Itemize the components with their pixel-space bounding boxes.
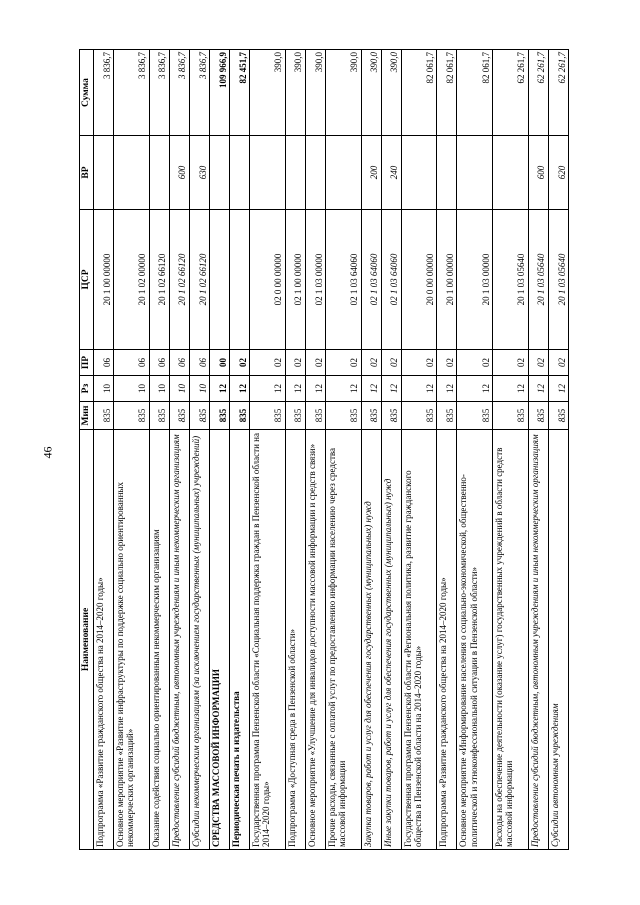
header-sum: Сумма	[80, 50, 94, 136]
header-pr: ПР	[80, 350, 94, 376]
cell-sum: 82 061,7	[401, 50, 437, 136]
cell-vr: 630	[189, 136, 209, 210]
header-vr: ВР	[80, 136, 94, 210]
cell-vr	[229, 136, 249, 210]
cell-pr: 02	[285, 350, 305, 376]
cell-vr: 600	[528, 136, 548, 210]
table-row	[528, 50, 548, 850]
table-row	[548, 50, 568, 850]
cell-sum: 390,0	[381, 50, 401, 136]
cell-rz: 12	[250, 376, 286, 402]
cell-csr: 20 1 02 00000	[114, 210, 150, 350]
cell-min: 835	[548, 402, 568, 430]
cell-name: Прочие расходы, связанные с оплатой услуг по предоставлению информации населению через средства массовой информации	[325, 430, 361, 850]
table-row	[401, 50, 437, 850]
cell-name: Закупка товаров, работ и услуг для обеспечения государственных (муниципальных) нужд	[361, 430, 381, 850]
cell-name: Расходы на обеспечение деятельности (оказание услуг) государственных учреждений в области средств массовой информации	[493, 430, 529, 850]
cell-rz: 12	[437, 376, 457, 402]
cell-rz: 12	[457, 376, 493, 402]
cell-csr: 02 0 00 00000	[250, 210, 286, 350]
cell-sum: 3 836,7	[114, 50, 150, 136]
cell-name: Государственная программа Пензенской области «Региональная политика, развитие гражданского общества в Пензенской области на 2014–2020 годы»	[401, 430, 437, 850]
cell-csr: 02 1 03 64060	[361, 210, 381, 350]
cell-pr: 06	[114, 350, 150, 376]
cell-rz: 12	[548, 376, 568, 402]
table-row	[250, 50, 286, 850]
cell-rz: 10	[93, 376, 113, 402]
cell-rz: 10	[189, 376, 209, 402]
table-row	[305, 50, 325, 850]
cell-min: 835	[189, 402, 209, 430]
header-name: Наименование	[80, 430, 94, 850]
cell-sum: 3 836,7	[93, 50, 113, 136]
cell-pr: 02	[457, 350, 493, 376]
cell-pr: 02	[361, 350, 381, 376]
cell-csr: 20 1 02 66120	[169, 210, 189, 350]
table-header-row	[80, 50, 94, 850]
header-min: Мин	[80, 402, 94, 430]
cell-name: Предоставление субсидий бюджетным, автономным учреждениям и иным некоммерческим организациям	[528, 430, 548, 850]
table-row	[114, 50, 150, 850]
cell-rz: 12	[209, 376, 229, 402]
cell-sum: 62 261,7	[528, 50, 548, 136]
cell-csr: 20 1 03 05640	[493, 210, 529, 350]
cell-sum: 3 836,7	[149, 50, 169, 136]
cell-pr: 00	[209, 350, 229, 376]
cell-csr: 20 1 00 00000	[93, 210, 113, 350]
cell-sum: 390,0	[305, 50, 325, 136]
cell-pr: 02	[325, 350, 361, 376]
cell-min: 835	[361, 402, 381, 430]
cell-pr: 02	[528, 350, 548, 376]
cell-min: 835	[149, 402, 169, 430]
cell-csr: 02 1 03 64060	[325, 210, 361, 350]
cell-name: Основное мероприятие «Информирование населения о социально-экономической, общественно-политической и этноконфессиональной ситуации в Пензенской области»	[457, 430, 493, 850]
cell-pr: 02	[437, 350, 457, 376]
cell-vr	[401, 136, 437, 210]
cell-sum: 82 451,7	[229, 50, 249, 136]
header-rz: Рз	[80, 376, 94, 402]
cell-rz: 12	[361, 376, 381, 402]
cell-csr	[229, 210, 249, 350]
cell-pr: 02	[305, 350, 325, 376]
cell-vr	[305, 136, 325, 210]
table-row	[437, 50, 457, 850]
cell-sum: 390,0	[285, 50, 305, 136]
cell-sum: 62 261,7	[548, 50, 568, 136]
cell-csr	[209, 210, 229, 350]
table-row	[493, 50, 529, 850]
cell-min: 835	[229, 402, 249, 430]
cell-vr	[437, 136, 457, 210]
cell-csr: 20 1 03 05640	[528, 210, 548, 350]
cell-min: 835	[209, 402, 229, 430]
cell-vr: 600	[169, 136, 189, 210]
header-csr: ЦСР	[80, 210, 94, 350]
cell-min: 835	[401, 402, 437, 430]
cell-min: 835	[457, 402, 493, 430]
cell-rz: 12	[381, 376, 401, 402]
cell-sum: 62 261,7	[493, 50, 529, 136]
cell-pr: 06	[169, 350, 189, 376]
cell-name: Основное мероприятие «Улучшение для инвалидов доступности массовой информации и средств связи»	[305, 430, 325, 850]
cell-rz: 10	[149, 376, 169, 402]
cell-rz: 12	[325, 376, 361, 402]
cell-vr: 620	[548, 136, 568, 210]
cell-vr: 200	[361, 136, 381, 210]
cell-name: Иные закупки товаров, работ и услуг для обеспечения государственных (муниципальных) нужд	[381, 430, 401, 850]
table-row	[361, 50, 381, 850]
cell-pr: 06	[189, 350, 209, 376]
cell-vr	[250, 136, 286, 210]
cell-vr	[325, 136, 361, 210]
cell-sum: 82 061,7	[437, 50, 457, 136]
cell-rz: 10	[169, 376, 189, 402]
cell-pr: 02	[401, 350, 437, 376]
cell-rz: 12	[305, 376, 325, 402]
cell-sum: 109 966,9	[209, 50, 229, 136]
cell-min: 835	[493, 402, 529, 430]
cell-min: 835	[305, 402, 325, 430]
cell-vr	[285, 136, 305, 210]
table-row	[189, 50, 209, 850]
page-number: 46	[40, 446, 55, 459]
cell-vr	[149, 136, 169, 210]
cell-pr: 02	[548, 350, 568, 376]
cell-name: Предоставление субсидий бюджетным, автономным учреждениям и иным некоммерческим организациям	[169, 430, 189, 850]
budget-table	[79, 49, 569, 850]
cell-vr	[493, 136, 529, 210]
cell-name: Основное мероприятие «Развитие инфраструктуры по поддержке социально ориентированных некоммерческих организаций»	[114, 430, 150, 850]
cell-name: Субсидии автономным учреждениям	[548, 430, 568, 850]
cell-sum: 3 836,7	[189, 50, 209, 136]
cell-name: Субсидии некоммерческим организациям (за исключением государственных (муниципальных) учреждений)	[189, 430, 209, 850]
cell-sum: 390,0	[361, 50, 381, 136]
cell-min: 835	[437, 402, 457, 430]
cell-csr: 20 1 02 66120	[149, 210, 169, 350]
cell-vr	[457, 136, 493, 210]
cell-sum: 390,0	[250, 50, 286, 136]
cell-min: 835	[285, 402, 305, 430]
cell-vr	[93, 136, 113, 210]
cell-name: Оказание содействия социально ориентированным некоммерческим организациям	[149, 430, 169, 850]
cell-min: 835	[250, 402, 286, 430]
cell-vr	[114, 136, 150, 210]
table-row	[325, 50, 361, 850]
cell-name: Подпрограмма «Доступная среда в Пензенской области»	[285, 430, 305, 850]
cell-rz: 12	[401, 376, 437, 402]
cell-pr: 02	[229, 350, 249, 376]
cell-rz: 10	[114, 376, 150, 402]
cell-pr: 06	[149, 350, 169, 376]
cell-name: Периодическая печать и издательства	[229, 430, 249, 850]
cell-sum: 82 061,7	[457, 50, 493, 136]
cell-csr: 20 1 03 05640	[548, 210, 568, 350]
cell-name: Подпрограмма «Развитие гражданского общества на 2014–2020 годы»	[93, 430, 113, 850]
table-body	[93, 50, 568, 850]
cell-pr: 02	[493, 350, 529, 376]
table-row	[229, 50, 249, 850]
table-row	[457, 50, 493, 850]
cell-csr: 20 1 03 00000	[457, 210, 493, 350]
table-row	[169, 50, 189, 850]
cell-csr: 02 1 03 64060	[381, 210, 401, 350]
cell-csr: 02 1 00 00000	[285, 210, 305, 350]
cell-min: 835	[93, 402, 113, 430]
cell-pr: 06	[93, 350, 113, 376]
cell-pr: 02	[250, 350, 286, 376]
cell-pr: 02	[381, 350, 401, 376]
cell-rz: 12	[528, 376, 548, 402]
cell-name: СРЕДСТВА МАССОВОЙ ИНФОРМАЦИИ	[209, 430, 229, 850]
cell-min: 835	[169, 402, 189, 430]
cell-min: 835	[381, 402, 401, 430]
table-row	[209, 50, 229, 850]
cell-rz: 12	[493, 376, 529, 402]
cell-vr: 240	[381, 136, 401, 210]
cell-name: Государственная программа Пензенской области «Социальная поддержка граждан в Пензенской области на 2014–2020 годы»	[250, 430, 286, 850]
cell-csr: 20 1 02 66120	[189, 210, 209, 350]
cell-min: 835	[114, 402, 150, 430]
cell-sum: 3 836,7	[169, 50, 189, 136]
cell-sum: 390,0	[325, 50, 361, 136]
cell-min: 835	[528, 402, 548, 430]
cell-min: 835	[325, 402, 361, 430]
rotated-table-container	[79, 50, 569, 850]
table-row	[381, 50, 401, 850]
cell-csr: 20 0 00 00000	[401, 210, 437, 350]
cell-csr: 20 1 00 00000	[437, 210, 457, 350]
cell-csr: 02 1 03 00000	[305, 210, 325, 350]
table-row	[93, 50, 113, 850]
cell-vr	[209, 136, 229, 210]
table-row	[149, 50, 169, 850]
cell-rz: 12	[229, 376, 249, 402]
table-row	[285, 50, 305, 850]
cell-rz: 12	[285, 376, 305, 402]
cell-name: Подпрограмма «Развитие гражданского общества на 2014–2020 годы»	[437, 430, 457, 850]
